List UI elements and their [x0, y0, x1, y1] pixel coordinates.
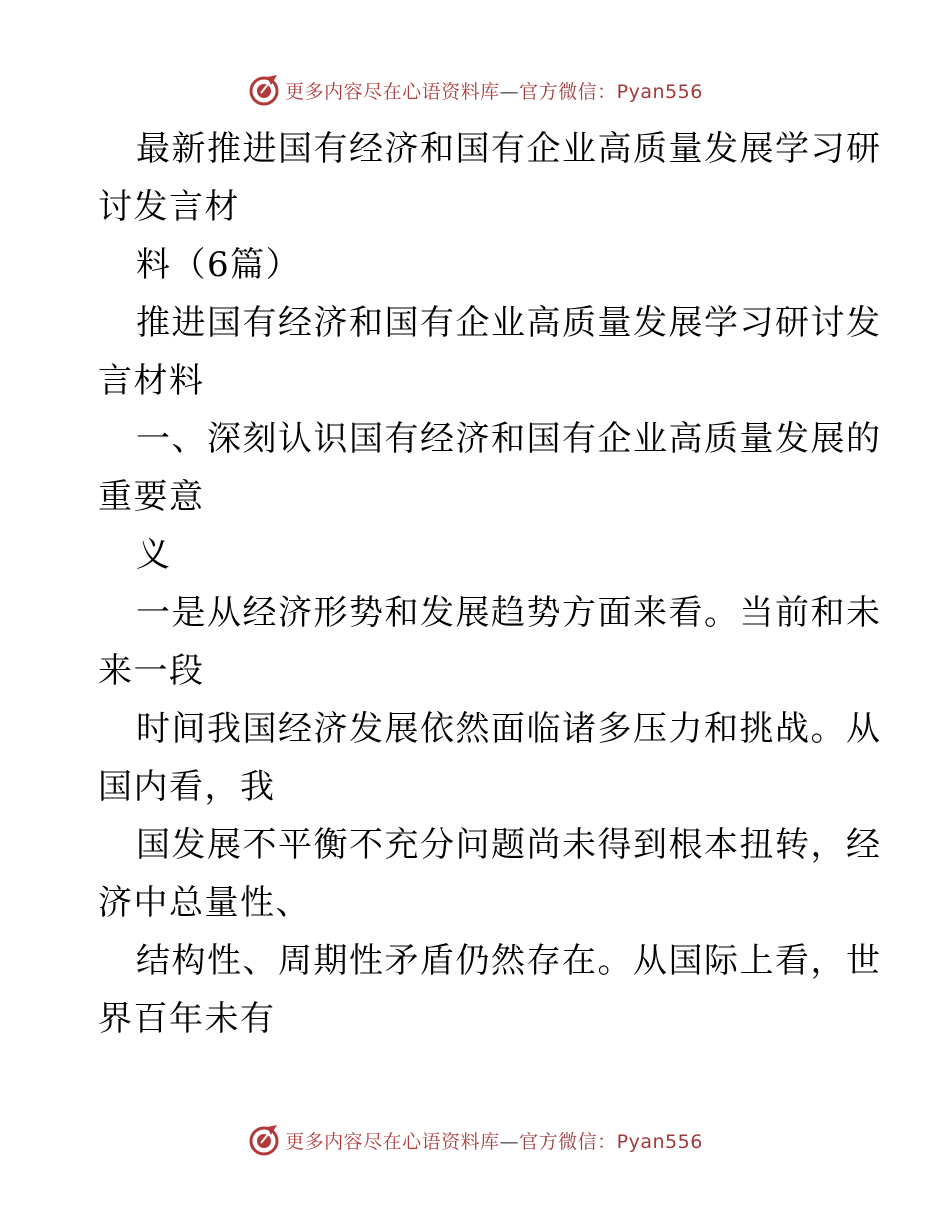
- quill-seal-icon: [247, 73, 281, 107]
- paragraph-line: 来一段: [98, 651, 205, 691]
- quill-seal-icon: [247, 1123, 281, 1157]
- footer-banner-main: 更多内容尽在心语资料库: [285, 1130, 500, 1153]
- header-banner-main: 更多内容尽在心语资料库: [285, 80, 500, 103]
- paragraph-line: 界百年未有: [98, 999, 276, 1039]
- paragraph-line: 一是从经济形势和发展趋势方面来看。当前和未: [136, 593, 882, 633]
- header-banner-separator: —: [499, 80, 520, 103]
- footer-banner-separator: —: [499, 1130, 520, 1153]
- header-banner-text: [285, 77, 703, 104]
- footer-banner: [0, 1120, 950, 1160]
- subtitle-line-1: 推进国有经济和国有企业高质量发展学习研讨发: [136, 303, 882, 343]
- paragraph-line: 结构性、周期性矛盾仍然存在。从国际上看，世: [136, 941, 882, 981]
- document-body: [98, 120, 882, 1048]
- section-heading-line-3: 义: [136, 535, 172, 575]
- footer-banner-text: [285, 1127, 703, 1154]
- section-heading-line-1: 一、深刻认识国有经济和国有企业高质量发展的: [136, 419, 882, 459]
- paragraph-line: 国内看，我: [98, 767, 276, 807]
- paragraph-line: 国发展不平衡不充分问题尚未得到根本扭转，经: [136, 825, 882, 865]
- header-banner: [0, 70, 950, 110]
- section-heading-line-2: 重要意: [98, 477, 205, 517]
- paragraph-line: 时间我国经济发展依然面临诸多压力和挑战。从: [136, 709, 882, 749]
- footer-banner-wechat: 官方微信：Pyan556: [519, 1130, 703, 1153]
- title-line-3: 料（6篇）: [136, 245, 302, 285]
- title-line-1: 最新推进国有经济和国有企业高质量发展学习研: [136, 129, 882, 169]
- title-line-2: 讨发言材: [98, 187, 240, 227]
- subtitle-line-2: 言材料: [98, 361, 205, 401]
- header-banner-wechat: 官方微信：Pyan556: [519, 80, 703, 103]
- paragraph-line: 济中总量性、: [98, 883, 311, 923]
